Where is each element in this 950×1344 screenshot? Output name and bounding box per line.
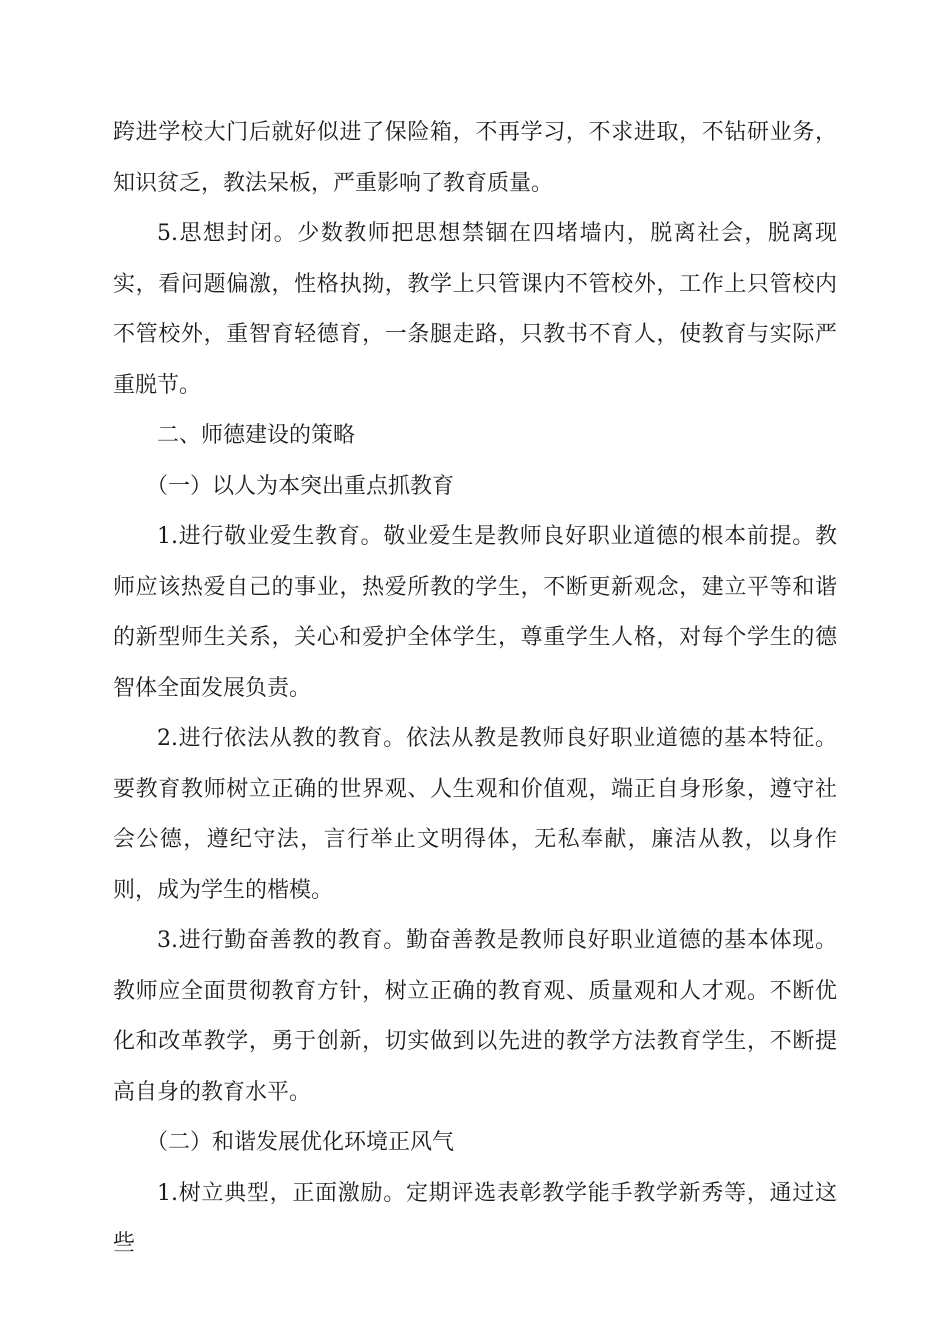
paragraph-continuation: 跨进学校大门后就好似进了保险箱，不再学习，不求进取，不钻研业务，知识贫乏，教法呆板，严重影响了教育质量。 bbox=[113, 120, 837, 196]
document-page bbox=[113, 108, 837, 1270]
subsection-heading-environment: （二）和谐发展优化环境正风气 bbox=[146, 1130, 455, 1155]
paragraph-role-models: 1.树立典型，正面激励。定期评选表彰教学能手教学新秀等，通过这些 bbox=[113, 1180, 837, 1256]
paragraph-diligence-education: 3.进行勤奋善教的教育。勤奋善教是教师良好职业道德的基本体现。教师应全面贯彻教育方针，树立正确的教育观、质量观和人才观。不断优化和改革教学，勇于创新，切实做到以先进的教学方法教育学生，不断提高自身的教育水平。 bbox=[113, 928, 837, 1105]
paragraph-ideological-closure: 5.思想封闭。少数教师把思想禁锢在四堵墙内，脱离社会，脱离现实，看问题偏激，性格执拗，教学上只管课内不管校外，工作上只管校内不管校外，重智育轻德育，一条腿走路，只教书不育人，使教育与实际严重脱节。 bbox=[113, 221, 837, 398]
paragraph-law-education: 2.进行依法从教的教育。依法从教是教师良好职业道德的基本特征。要教育教师树立正确的世界观、人生观和价值观，端正自身形象，遵守社会公德，遵纪守法，言行举止文明得体，无私奉献，廉洁从教，以身作则，成为学生的楷模。 bbox=[113, 726, 837, 903]
subsection-heading-education: （一）以人为本突出重点抓教育 bbox=[146, 473, 455, 499]
paragraph-dedication-education: 1.进行敬业爱生教育。敬业爱生是教师良好职业道德的根本前提。教师应该热爱自己的事业，热爱所教的学生，不断更新观念，建立平等和谐的新型师生关系，关心和爱护全体学生，尊重学生人格，对每个学生的德智体全面发展负责。 bbox=[113, 524, 837, 701]
section-heading-strategies: 二、师德建设的策略 bbox=[157, 423, 356, 448]
